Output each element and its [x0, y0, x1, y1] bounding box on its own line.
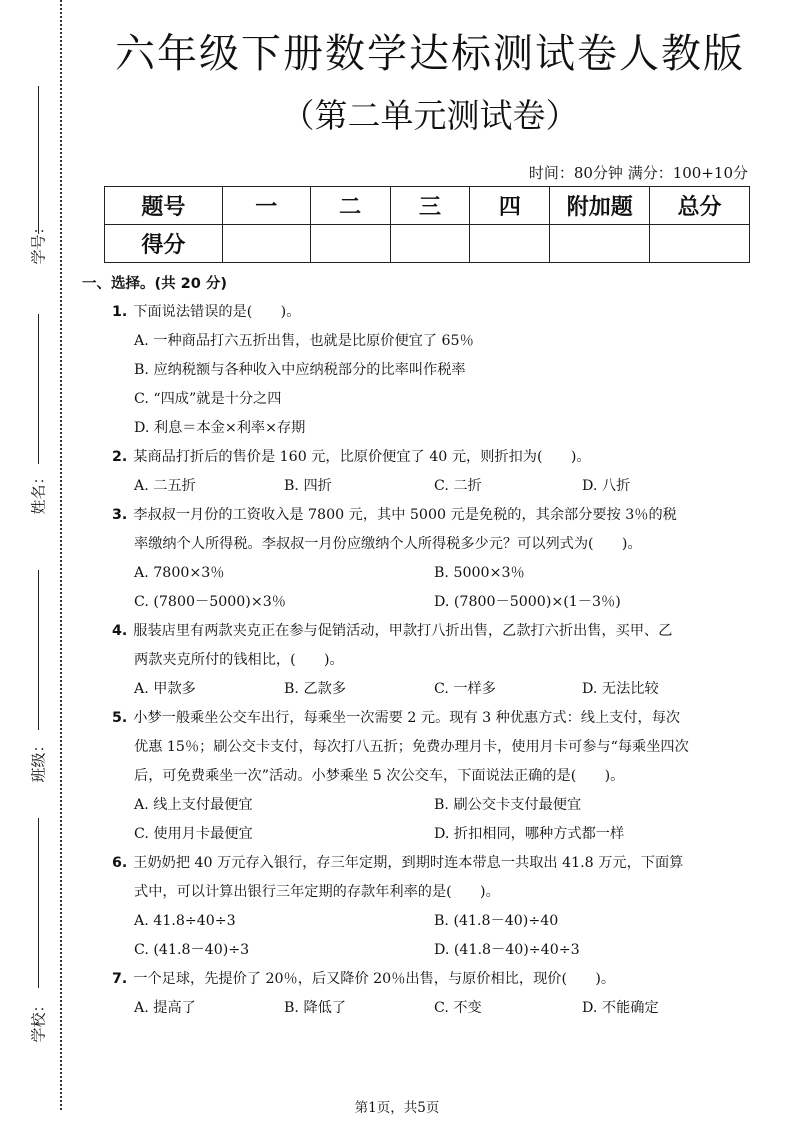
option-row	[112, 414, 742, 443]
question-text: 王奶奶把 40 万元存入银行，存三年定期，到期时连本带息一共取出 41.8 万元，下面算	[133, 855, 684, 871]
question-1	[112, 298, 742, 443]
school-underline	[38, 818, 39, 988]
option-b: B. 乙款多	[284, 681, 347, 697]
option-d: D. 折扣相同，哪种方式都一样	[434, 826, 625, 842]
question-number: 6.	[112, 855, 128, 871]
header-cell-part-1: 一	[222, 187, 310, 225]
option-b: B. 刷公交卡支付最便宜	[434, 797, 582, 813]
option-c: C. “四成”就是十分之四	[134, 391, 282, 407]
question-text: 式中，可以计算出银行三年定期的存款年利率的是( )。	[134, 884, 500, 900]
option-d: D. (7800－5000)×(1－3％)	[434, 594, 621, 610]
time-info: 时间：80分钟 满分：100+10分	[528, 164, 748, 182]
option-a: A. 41.8÷40÷3	[134, 913, 236, 929]
question-number: 2.	[112, 449, 128, 465]
score-row-label: 得分	[105, 225, 223, 263]
question-text: 优惠 15％；刷公交卡支付，每次打八五折；免费办理月卡，使用月卡可参与“每乘坐四次	[134, 739, 689, 755]
option-row	[112, 820, 742, 849]
question-text-line	[112, 965, 742, 994]
question-text-line	[112, 501, 742, 530]
name-label: 姓名：	[29, 469, 48, 515]
score-table-header-row	[105, 187, 750, 225]
score-cell	[650, 225, 750, 263]
binding-dotted-line	[60, 0, 62, 1110]
option-c: C. (7800－5000)×3％	[134, 594, 286, 610]
option-b: B. 5000×3％	[434, 565, 525, 581]
question-text-line	[112, 849, 742, 878]
question-text: 一个足球，先提价了 20％，后又降价 20％出售，与原价相比，现价( )。	[133, 971, 616, 987]
score-table-score-row	[105, 225, 750, 263]
header-cell-part-4: 四	[470, 187, 550, 225]
option-b: B. (41.8－40)÷40	[434, 913, 559, 929]
option-b: B. 四折	[284, 478, 332, 494]
question-text-line	[112, 443, 742, 472]
option-a: A. 二五折	[134, 478, 196, 494]
question-6	[112, 849, 742, 965]
option-row	[112, 559, 742, 588]
class-underline	[38, 570, 39, 730]
question-2	[112, 443, 742, 501]
question-4	[112, 617, 742, 704]
header-cell-part-2: 二	[310, 187, 390, 225]
question-text: 率缴纳个人所得税。李叔叔一月份应缴纳个人所得税多少元？可以列式为( )。	[134, 536, 642, 552]
question-text-line	[112, 733, 742, 762]
question-text-line	[112, 298, 742, 327]
score-cell	[470, 225, 550, 263]
option-c: C. 二折	[434, 478, 482, 494]
school-label: 学校：	[29, 997, 48, 1043]
header-cell-part-3: 三	[390, 187, 470, 225]
student-id-label: 学号：	[29, 219, 48, 265]
option-a: A. 7800×3％	[134, 565, 225, 581]
option-row	[112, 907, 742, 936]
section-title: 一、选择。(共 20 分)	[82, 276, 228, 292]
option-row	[112, 791, 742, 820]
header-cell-bonus: 附加题	[550, 187, 650, 225]
name-underline	[38, 314, 39, 464]
option-d: D. 无法比较	[582, 681, 659, 697]
option-b: B. 降低了	[284, 1000, 347, 1016]
option-c: C. 一样多	[434, 681, 496, 697]
option-row	[112, 936, 742, 965]
question-number: 5.	[112, 710, 128, 726]
question-number: 4.	[112, 623, 128, 639]
question-text-line	[112, 762, 742, 791]
option-a: A. 一种商品打六五折出售，也就是比原价便宜了 65％	[134, 333, 474, 349]
option-a: A. 提高了	[134, 1000, 196, 1016]
question-text-line	[112, 530, 742, 559]
question-text-line	[112, 617, 742, 646]
option-row	[112, 994, 742, 1023]
question-text-line	[112, 646, 742, 675]
score-cell	[390, 225, 470, 263]
option-row	[112, 472, 742, 501]
question-5	[112, 704, 742, 849]
question-text: 某商品打折后的售价是 160 元，比原价便宜了 40 元，则折扣为( )。	[133, 449, 591, 465]
question-text: 小梦一般乘坐公交车出行，每乘坐一次需要 2 元。现有 3 种优惠方式：线上支付，每次	[133, 710, 681, 726]
option-row	[112, 385, 742, 414]
option-row	[112, 356, 742, 385]
option-c: C. 不变	[434, 1000, 482, 1016]
question-text: 后，可免费乘坐一次”活动。小梦乘坐 5 次公交车，下面说法正确的是( )。	[134, 768, 625, 784]
option-d: D. 不能确定	[582, 1000, 659, 1016]
option-c: C. 使用月卡最便宜	[134, 826, 253, 842]
option-d: D. 八折	[582, 478, 631, 494]
option-b: B. 应纳税额与各种收入中应纳税部分的比率叫作税率	[134, 362, 466, 378]
question-text: 下面说法错误的是( )。	[133, 304, 301, 320]
header-cell-question-no: 题号	[105, 187, 223, 225]
score-cell	[550, 225, 650, 263]
student-id-underline	[38, 86, 39, 234]
question-number: 3.	[112, 507, 128, 523]
question-text-line	[112, 704, 742, 733]
page-subtitle: （第二单元测试卷）	[281, 96, 579, 135]
option-row	[112, 588, 742, 617]
option-a: A. 甲款多	[134, 681, 196, 697]
class-label: 班级：	[29, 737, 48, 783]
question-7	[112, 965, 742, 1023]
question-3	[112, 501, 742, 617]
question-text: 两款夹克所付的钱相比，( )。	[134, 652, 344, 668]
question-text: 李叔叔一月份的工资收入是 7800 元，其中 5000 元是免税的，其余部分要按 3％的税	[133, 507, 677, 523]
option-d: D. 利息＝本金×利率×存期	[134, 420, 306, 436]
score-table	[104, 186, 750, 263]
question-number: 7.	[112, 971, 128, 987]
page-footer: 第1页，共5页	[354, 1100, 440, 1116]
option-row	[112, 675, 742, 704]
score-cell	[310, 225, 390, 263]
header-cell-total: 总分	[650, 187, 750, 225]
option-row	[112, 327, 742, 356]
question-list	[112, 298, 742, 1023]
question-text-line	[112, 878, 742, 907]
option-d: D. (41.8－40)÷40÷3	[434, 942, 580, 958]
score-cell	[222, 225, 310, 263]
question-text: 服装店里有两款夹克正在参与促销活动，甲款打八折出售，乙款打六折出售，买甲、乙	[133, 623, 673, 639]
option-c: C. (41.8－40)÷3	[134, 942, 250, 958]
page-title: 六年级下册数学达标测试卷人教版	[115, 31, 745, 77]
question-number: 1.	[112, 304, 128, 320]
option-a: A. 线上支付最便宜	[134, 797, 253, 813]
